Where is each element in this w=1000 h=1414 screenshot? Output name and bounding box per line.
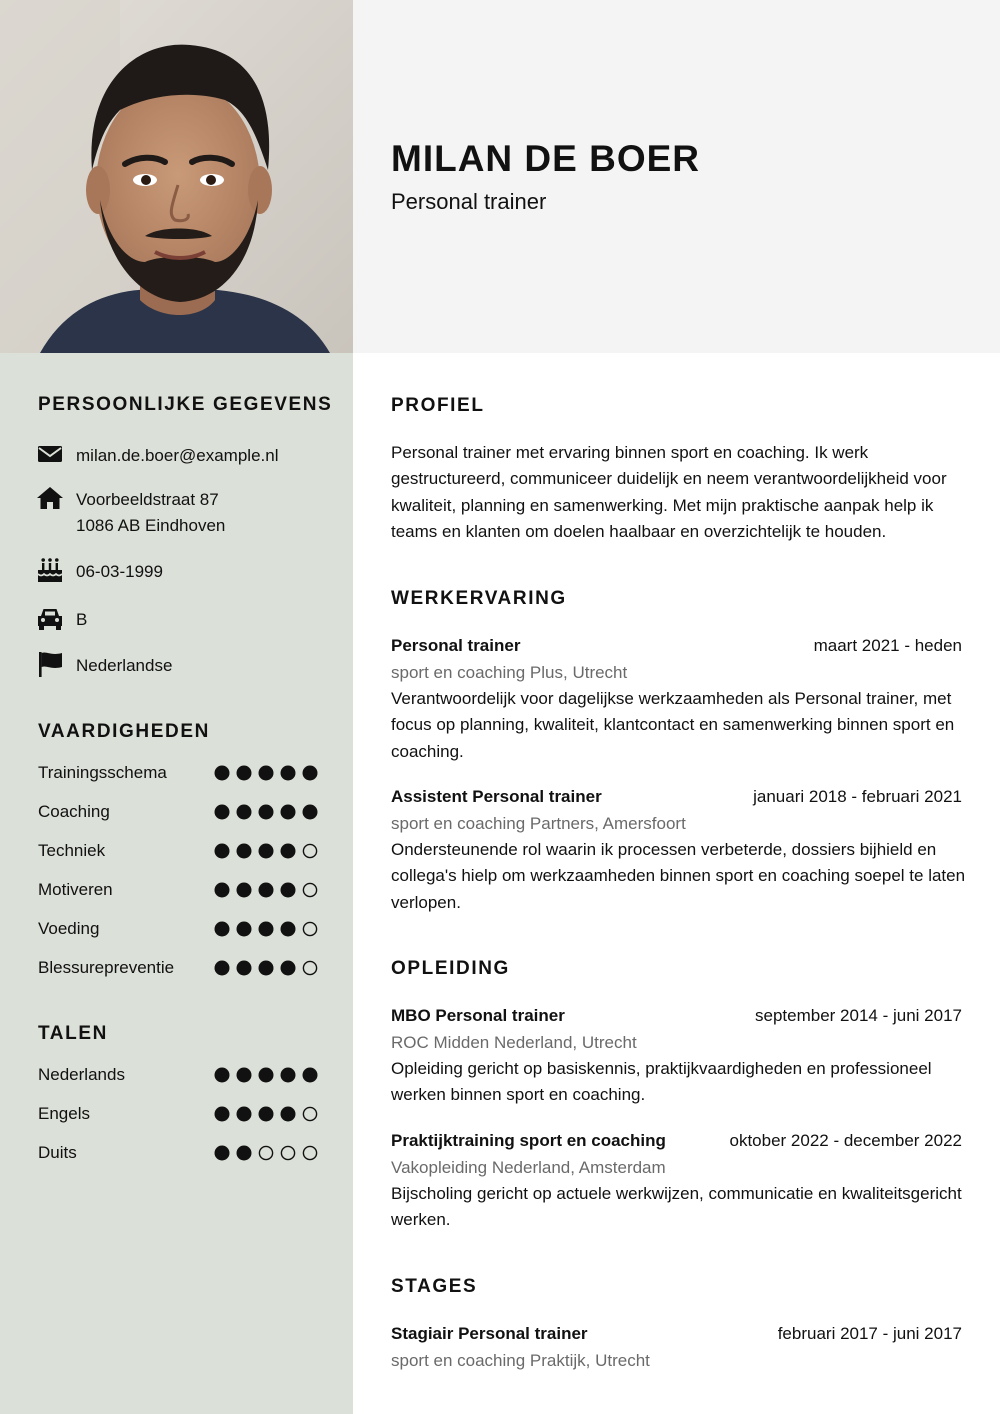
entry-title: Praktijktraining sport en coaching	[391, 1131, 666, 1150]
skill-rating	[214, 960, 318, 976]
rating-dot-filled	[303, 805, 318, 820]
rating-dot-filled	[215, 883, 230, 898]
rating-dot-filled	[237, 766, 252, 781]
rating-dot-empty	[303, 844, 316, 857]
internships-heading: STAGES	[391, 1276, 478, 1297]
skill-label: Blessurepreventie	[38, 958, 175, 977]
language-rating	[214, 1145, 318, 1161]
rating-dot-filled	[281, 766, 296, 781]
rating-dot-filled	[281, 844, 296, 859]
skill-rating	[214, 765, 318, 781]
entry-description: Ondersteunende rol waarin ik processen verbeterde, dossiers bijhield en collega's hielp om werkzaamheden binnen sport en coaching soepel te laten verlopen.	[391, 840, 966, 912]
rating-dot-filled	[259, 1107, 274, 1122]
email-icon	[36, 440, 64, 468]
rating-dot-empty	[303, 883, 316, 896]
rating-dot-filled	[303, 766, 318, 781]
rating-dot-filled	[259, 1068, 274, 1083]
skill-label: Techniek	[38, 841, 106, 860]
rating-dot-filled	[215, 844, 230, 859]
entry-dates: maart 2021 - heden	[813, 636, 962, 655]
rating-dot-filled	[215, 1068, 230, 1083]
skill-label: Voeding	[38, 919, 100, 938]
rating-dot-filled	[215, 805, 230, 820]
entry-title: Stagiair Personal trainer	[391, 1324, 588, 1343]
rating-dot-filled	[237, 844, 252, 859]
entry-organization: sport en coaching Partners, Amersfoort	[391, 814, 686, 833]
skill-label: Motiveren	[38, 880, 113, 899]
entry-dates: januari 2018 - februari 2021	[753, 787, 962, 806]
entry-dates: februari 2017 - juni 2017	[777, 1324, 962, 1343]
rating-dot-filled	[281, 961, 296, 976]
language-rating	[214, 1106, 318, 1122]
profile-photo	[0, 0, 353, 353]
entry-title: Personal trainer	[391, 636, 521, 655]
skill-rating	[214, 882, 318, 898]
entry-dates: september 2014 - juni 2017	[755, 1006, 962, 1025]
entry-dates: oktober 2022 - december 2022	[729, 1131, 962, 1150]
rating-dot-filled	[237, 883, 252, 898]
header	[353, 0, 1000, 353]
entry-description: Opleiding gericht op basiskennis, praktijkvaardigheden en professioneel werken binnen sport en coaching.	[391, 1059, 932, 1105]
birthday-cake-icon	[36, 556, 64, 584]
personal-details-heading: PERSOONLIJKE GEGEVENS	[38, 394, 333, 415]
skill-row	[38, 878, 318, 902]
license-text: B	[76, 610, 88, 629]
education-heading: OPLEIDING	[391, 958, 510, 979]
rating-dot-filled	[259, 766, 274, 781]
rating-dot-filled	[237, 1146, 252, 1161]
address-line-1: Voorbeeldstraat 87	[76, 490, 219, 509]
language-label: Duits	[38, 1143, 77, 1162]
nationality-text: Nederlandse	[76, 656, 173, 675]
entry-title: MBO Personal trainer	[391, 1006, 565, 1025]
rating-dot-filled	[215, 922, 230, 937]
skill-rating	[214, 843, 318, 859]
language-label: Nederlands	[38, 1065, 125, 1084]
language-row	[38, 1063, 318, 1087]
email-text: milan.de.boer@example.nl	[76, 446, 279, 465]
rating-dot-filled	[259, 805, 274, 820]
profile-heading: PROFIEL	[391, 395, 485, 416]
skill-rating	[214, 804, 318, 820]
rating-dot-filled	[281, 922, 296, 937]
address-line-2: 1086 AB Eindhoven	[76, 516, 226, 535]
rating-dot-empty	[303, 1107, 316, 1120]
language-rating	[214, 1067, 318, 1083]
rating-dot-filled	[215, 766, 230, 781]
rating-dot-empty	[259, 1146, 272, 1159]
entry-organization: sport en coaching Praktijk, Utrecht	[391, 1351, 650, 1370]
rating-dot-filled	[215, 1107, 230, 1122]
rating-dot-filled	[237, 1107, 252, 1122]
entry-organization: ROC Midden Nederland, Utrecht	[391, 1033, 637, 1052]
skill-row	[38, 917, 318, 941]
languages-heading: TALEN	[38, 1023, 108, 1044]
rating-dot-filled	[237, 922, 252, 937]
entry-title: Assistent Personal trainer	[391, 787, 602, 806]
rating-dot-filled	[237, 805, 252, 820]
rating-dot-filled	[237, 961, 252, 976]
rating-dot-empty	[281, 1146, 294, 1159]
rating-dot-filled	[215, 1146, 230, 1161]
home-icon	[36, 484, 64, 512]
entry-organization: sport en coaching Plus, Utrecht	[391, 663, 628, 682]
entry-description: Verantwoordelijk voor dagelijkse werkzaamheden als Personal trainer, met focus op planning, kwaliteit, klantcontact en samenwerking binnen sport en coaching.	[391, 689, 955, 761]
profile-text: Personal trainer met ervaring binnen sport en coaching. Ik werk gestructureerd, communiceer duidelijk en neem verantwoordelijkheid voor kwaliteit, planning en samenwerking. Met mijn praktische aanpak help ik teams en klanten om doelen haalbaar en overzichtelijk te houden.	[391, 443, 947, 542]
skill-label: Trainingsschema	[38, 763, 167, 782]
rating-dot-filled	[281, 883, 296, 898]
person-name: MILAN DE BOER	[391, 138, 700, 179]
rating-dot-filled	[215, 961, 230, 976]
rating-dot-filled	[259, 961, 274, 976]
experience-heading: WERKERVARING	[391, 588, 567, 609]
rating-dot-filled	[281, 1107, 296, 1122]
rating-dot-filled	[281, 1068, 296, 1083]
car-icon	[36, 604, 64, 632]
job-title: Personal trainer	[391, 189, 547, 214]
skill-row	[38, 800, 318, 824]
skill-row	[38, 956, 318, 980]
skill-row	[38, 839, 318, 863]
rating-dot-filled	[259, 883, 274, 898]
flag-icon	[36, 650, 64, 678]
rating-dot-filled	[259, 844, 274, 859]
language-label: Engels	[38, 1104, 90, 1123]
rating-dot-filled	[281, 805, 296, 820]
language-row	[38, 1102, 318, 1126]
entry-organization: Vakopleiding Nederland, Amsterdam	[391, 1158, 666, 1177]
birthdate-text: 06-03-1999	[76, 562, 163, 581]
skill-row	[38, 761, 318, 785]
language-row	[38, 1141, 318, 1165]
rating-dot-filled	[259, 922, 274, 937]
rating-dot-empty	[303, 922, 316, 935]
rating-dot-empty	[303, 961, 316, 974]
rating-dot-empty	[303, 1146, 316, 1159]
rating-dot-filled	[237, 1068, 252, 1083]
skill-label: Coaching	[38, 802, 110, 821]
rating-dot-filled	[303, 1068, 318, 1083]
entry-description: Bijscholing gericht op actuele werkwijzen, communicatie en kwaliteitsgericht werken.	[391, 1184, 962, 1230]
skill-rating	[214, 921, 318, 937]
skills-heading: VAARDIGHEDEN	[38, 721, 210, 742]
